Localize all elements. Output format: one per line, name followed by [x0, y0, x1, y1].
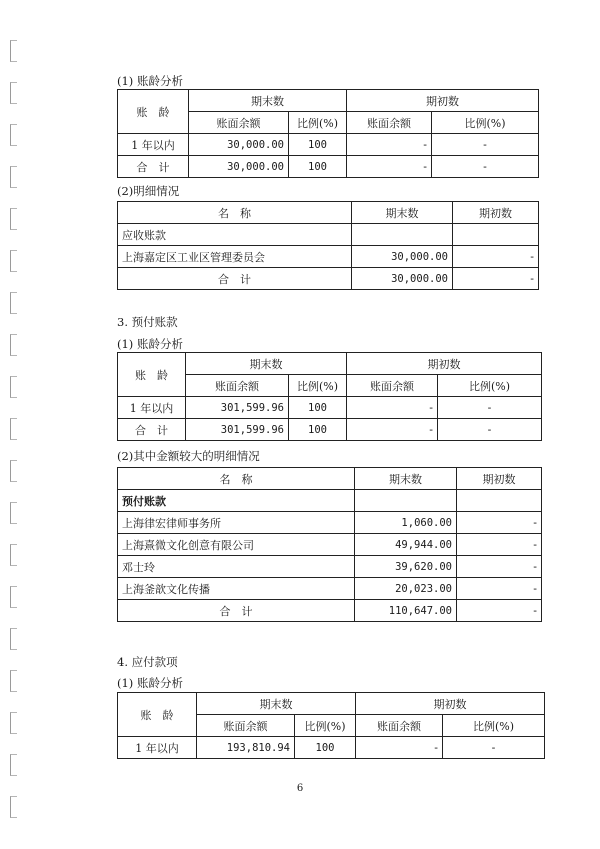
header-ratio: 比例(%) — [295, 715, 356, 737]
header-end: 期末数 — [352, 202, 453, 224]
header-begin: 期初数 — [347, 353, 542, 375]
table-row: 1 年以内 193,810.94 100 - - — [118, 737, 545, 759]
group-label: 应收账款 — [118, 224, 352, 246]
table-row: 邓士玲 39,620.00 - — [118, 556, 542, 578]
ar-aging-label: (1) 账龄分析 — [117, 74, 183, 88]
table-row: 1 年以内 301,599.96 100 - - — [118, 397, 542, 419]
header-age: 账 龄 — [118, 90, 189, 134]
ar-aging-table — [117, 89, 539, 178]
page-number: 6 — [296, 783, 304, 794]
table-row: 1 年以内 30,000.00 100 - - — [118, 134, 539, 156]
header-end: 期末数 — [355, 468, 457, 490]
table-row: 上海釜歆文化传播 20,023.00 - — [118, 578, 542, 600]
prepay-title: 3. 预付账款 — [117, 315, 178, 329]
table-row: 合 计 301,599.96 100 - - — [118, 419, 542, 441]
header-age: 账 龄 — [118, 353, 186, 397]
header-begin: 期初数 — [453, 202, 539, 224]
prepay-aging-table — [117, 352, 542, 441]
prepay-detail-table — [117, 467, 542, 622]
ar-detail-label: (2)明细情况 — [117, 184, 180, 198]
payable-title: 4. 应付款项 — [117, 655, 178, 669]
header-ratio: 比例(%) — [438, 375, 542, 397]
header-book: 账面余额 — [189, 112, 289, 134]
table-row — [118, 490, 542, 512]
prepay-detail-label: (2)其中金额较大的明细情况 — [117, 449, 260, 463]
header-end: 期末数 — [186, 353, 347, 375]
header-ratio: 比例(%) — [432, 112, 539, 134]
payable-aging-label: (1) 账龄分析 — [117, 676, 183, 690]
table-row — [118, 224, 539, 246]
header-begin: 期初数 — [356, 693, 545, 715]
ar-detail-table — [117, 201, 539, 290]
payable-aging-table — [117, 692, 545, 759]
prepay-aging-label: (1) 账龄分析 — [117, 337, 183, 351]
header-book: 账面余额 — [347, 112, 432, 134]
header-end: 期末数 — [197, 693, 356, 715]
table-row: 上海律宏律师事务所 1,060.00 - — [118, 512, 542, 534]
group-label: 预付账款 — [118, 490, 355, 512]
table-row: 合 计 30,000.00 100 - - — [118, 156, 539, 178]
table-row: 合 计 110,647.00 - — [118, 600, 542, 622]
header-ratio: 比例(%) — [289, 375, 347, 397]
header-name: 名 称 — [118, 202, 352, 224]
table-row: 上海嘉定区工业区管理委员会 30,000.00 - — [118, 246, 539, 268]
header-book: 账面余额 — [347, 375, 438, 397]
header-ratio: 比例(%) — [443, 715, 545, 737]
header-age: 账 龄 — [118, 693, 197, 737]
header-name: 名 称 — [118, 468, 355, 490]
header-ratio: 比例(%) — [289, 112, 347, 134]
table-row: 合 计 30,000.00 - — [118, 268, 539, 290]
header-book: 账面余额 — [356, 715, 443, 737]
header-begin: 期初数 — [457, 468, 542, 490]
header-end: 期末数 — [189, 90, 347, 112]
header-begin: 期初数 — [347, 90, 539, 112]
binding-holes — [10, 40, 18, 840]
table-row: 上海熹微文化创意有限公司 49,944.00 - — [118, 534, 542, 556]
header-book: 账面余额 — [197, 715, 295, 737]
header-book: 账面余额 — [186, 375, 289, 397]
